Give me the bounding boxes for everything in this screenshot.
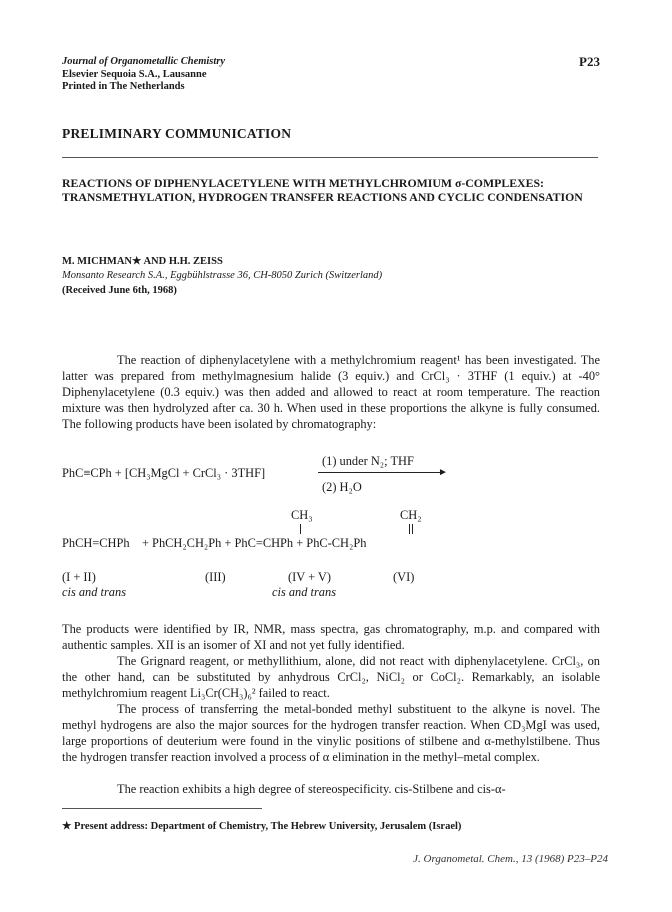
printed-line: Printed in The Netherlands: [62, 81, 185, 92]
product-label-2: (III): [205, 570, 226, 584]
paragraph-3: The Grignard reagent, or methyllithium, alone, did not react with diphenylacetylene. CrCl₃, on the other hand, can be substituted by anhydrous CrCl₂, NiCl₂ or CoCl₂. Remarkably, an isolable methylchromium reagent Li₃Cr(CH₃)₆² failed to react.: [62, 654, 600, 700]
reaction-arrow: [318, 472, 444, 473]
publisher-line: Elsevier Sequoia S.A., Lausanne: [62, 68, 207, 80]
methyl-bond: [300, 524, 301, 534]
section-heading: PRELIMINARY COMMUNICATION: [62, 126, 292, 141]
product-label-1: (I + II): [62, 570, 96, 584]
scheme-products: PhCH=CHPh + PhCH₂CH₂Ph + PhC=CHPh + PhC-CH₂Ph: [62, 536, 367, 550]
isomer-note-1: cis and trans: [62, 585, 127, 599]
affiliation: Monsanto Research S.A., Eggbühlstrasse 36, CH-8050 Zurich (Switzerland): [62, 270, 383, 281]
paragraph-5: The reaction exhibits a high degree of stereospecificity. cis-Stilbene and cis-α-: [117, 782, 506, 796]
methyl-group-label: CH₃: [291, 508, 313, 522]
scheme-reactants: PhC≡CPh + [CH₃MgCl + CrCl₃ · 3THF]: [62, 466, 266, 480]
page-number: P23: [579, 54, 600, 69]
article-title: REACTIONS OF DIPHENYLACETYLENE WITH METHYLCHROMIUM σ-COMPLEXES: TRANSMETHYLATION, HYDROGEN TRANSFER REACTIONS AND CYCLIC CONDENSATION: [62, 176, 583, 204]
received-date: (Received June 6th, 1968): [62, 285, 177, 296]
methylene-bond-b: [412, 524, 413, 534]
product-label-3: (IV + V): [288, 570, 332, 584]
footnote-rule: [62, 808, 262, 809]
isomer-note-2: cis and trans: [272, 585, 337, 599]
methylene-bond-a: [409, 524, 410, 534]
scheme-condition-1: (1) under N₂; THF: [322, 454, 414, 468]
product-label-4: (VI): [393, 570, 415, 584]
paragraph-2: The products were identified by IR, NMR, mass spectra, gas chromatography, m.p. and compared with authentic samples. XII is an isomer of XI and not yet fully identified.: [62, 622, 600, 652]
arrow-head-icon: ►: [438, 467, 448, 478]
divider-rule: [62, 157, 598, 158]
journal-name: Journal of Organometallic Chemistry: [62, 56, 226, 67]
scheme-condition-2: (2) H₂O: [322, 480, 362, 494]
journal-header: [62, 56, 225, 94]
paragraph-1: The reaction of diphenylacetylene with a methylchromium reagent¹ has been investigated. The latter was prepared from methylmagnesium halide (3 equiv.) and CrCl₃ · 3THF (1 equiv.) at -40° Diphenylacetylene (0.3 equiv.) was then added and allowed to react at room temperature. The reaction mixture was then hydrolyzed after ca. 30 h. When used in these proportions the alkyne is fully consumed. The following products have been isolated by chromatography:: [62, 353, 600, 431]
authors: M. MICHMAN★ AND H.H. ZEISS: [62, 256, 223, 267]
footnote: ★ Present address: Department of Chemistry, The Hebrew University, Jerusalem (Israel): [62, 821, 462, 832]
paragraph-4: The process of transferring the metal-bonded methyl substituent to the alkyne is novel. The methyl hydrogens are also the major sources for the hydrogen transfer reaction. When CD₃MgI was used, large proportions of deuterium were found in the vinylic positions of stilbene and α-methylstilbene. Thus the hydrogen transfer reaction involved a process of α elimination in the methyl–metal complex.: [62, 702, 600, 764]
methylene-group-label: CH₂: [400, 508, 422, 522]
journal-citation: J. Organometal. Chem., 13 (1968) P23–P24: [413, 853, 608, 865]
